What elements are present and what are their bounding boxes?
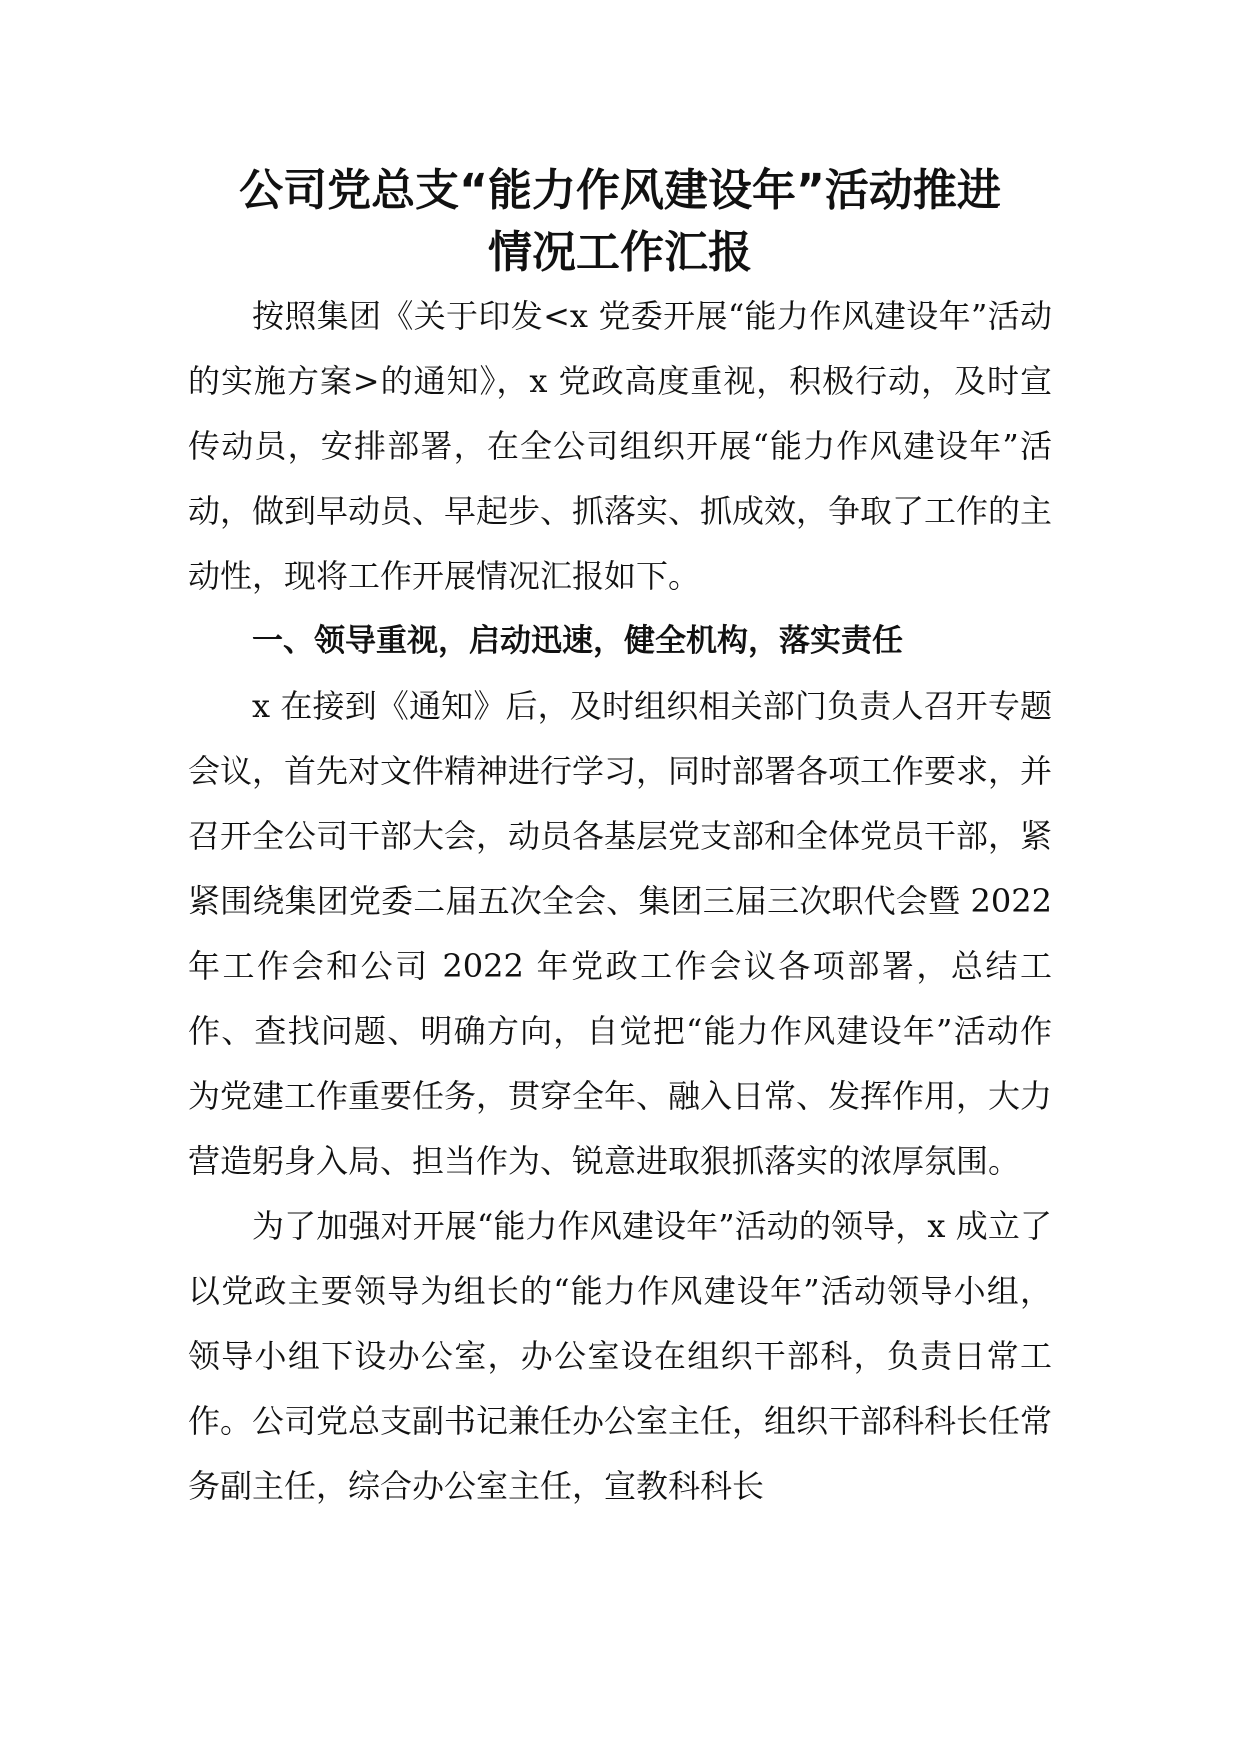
- document-page: [188, 160, 1052, 1519]
- document-title: [188, 160, 1052, 284]
- intro-paragraph: 按照集团《关于印发<x 党委开展“能力作风建设年”活动的实施方案>的通知》，x 党政高度重视，积极行动，及时宣传动员，安排部署，在全公司组织开展“能力作风建设年”活动，做到早动员、早起步、抓落实、抓成效，争取了工作的主动性，现将工作开展情况汇报如下。: [188, 297, 1053, 595]
- document-title-line-2: 情况工作汇报: [488, 227, 752, 278]
- body-paragraph-1: x 在接到《通知》后，及时组织相关部门负责人召开专题会议，首先对文件精神进行学习，同时部署各项工作要求，并召开全公司干部大会，动员各基层党支部和全体党员干部，紧紧围绕集团党委二届五次全会、集团三届三次职代会暨 2022 年工作会和公司 2022 年党政工作会议各项部署，总结工作、查找问题、明确方向，自觉把“能力作风建设年”活动作为党建工作重要任务，贯穿全年、融入日常、发挥作用，大力营造躬身入局、担当作为、锐意进取狠抓落实的浓厚氛围。: [188, 687, 1053, 1180]
- body-paragraph-2: 为了加强对开展“能力作风建设年”活动的领导，x 成立了以党政主要领导为组长的“能力作风建设年”活动领导小组，领导小组下设办公室，办公室设在组织干部科，负责日常工作。公司党总支副书记兼任办公室主任，组织干部科科长任常务副主任，综合办公室主任，宣教科科长: [188, 1207, 1053, 1505]
- document-title-line-1: 公司党总支“能力作风建设年”活动推进: [239, 165, 1001, 216]
- section-heading-1: 一、领导重视，启动迅速，健全机构，落实责任: [252, 623, 903, 659]
